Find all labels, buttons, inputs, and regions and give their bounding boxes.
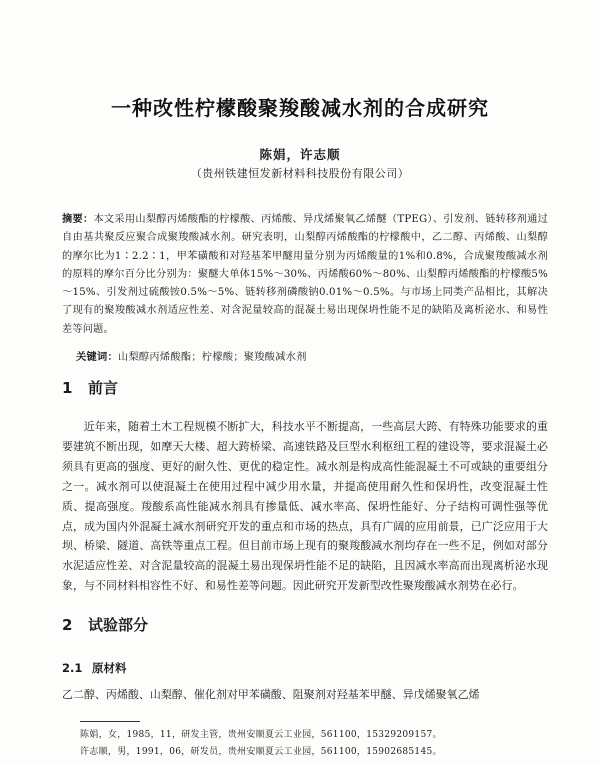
abstract [62,210,548,339]
abstract-text: 本文采用山梨醇丙烯酸酯的柠檬酸、丙烯酸、异戊烯聚氧乙烯醚（TPEG）、引发剂、链转移剂通过自由基共聚反应聚合成聚羧酸减水剂。研究表明，山梨醇丙烯酸酯的柠檬酸中，乙二醇、丙烯酸、山梨醇的摩尔比为1∶2.2∶1，甲苯磺酸和对羟基苯甲醚用量分别为丙烯酸量的1%和0.8%，合成聚羧酸减水剂的原料的摩尔百分比分别为：聚醚大单体15%～30%、丙烯酸60%～80%、山梨醇丙烯酸酯的柠檬酸5%～15%、引发剂过硫酸铵0.5%～5%、链转移剂磷酸钠0.01%～0.5%。与市场上同类产品相比，其解决了现有的聚羧酸减水剂适应性差、对含泥量较高的混凝土易出现保坍性能不足的缺陷及离析泌水、和易性差等问题。 [62,214,548,335]
section-1-paragraph: 近年来，随着土木工程规模不断扩大，科技水平不断提高，一些高层大跨、有特殊功能要求的重要建筑不断出现，如摩天大楼、超大跨桥梁、高速铁路及巨型水利枢纽工程的建设等，要求混凝土必须具有更高的强度、更好的耐久性、更优的稳定性。减水剂是构成高性能混凝土不可或缺的重要组分之一。减水剂可以使混凝土在使用过程中减少用水量，并提高使用耐久性和保坍性，改变混凝土性质、提高强度。羧酸系高性能减水剂具有掺量低、减水率高、保坍性能好、分子结构可调性强等优点，成为国内外混凝土减水剂研究开发的重点和市场的热点，具有广阔的应用前景，已广泛应用于大坝、桥梁、隧道、高铁等重点工程。但目前市场上现有的聚羧酸减水剂均存在一些不足，例如对部分水泥适应性差、对含泥量较高的混凝土易出现保坍性能不足的缺陷，且因减水率高而出现离析泌水现象，与不同材料相容性不好、和易性差等问题。因此研究开发新型改性聚羧酸减水剂势在必行。 [62,420,548,593]
section-2-number: 2 [62,616,73,634]
section-1-heading [62,377,118,398]
abstract-label: 摘要： [62,213,94,225]
section-1-title: 前言 [88,379,119,397]
subsection-2-1-number: 2.1 [62,661,83,675]
paper-title: 一种改性柠檬酸聚羧酸减水剂的合成研究 [111,96,489,120]
paper-affiliation: （贵州铁建恒发新材料科技股份有限公司） [190,167,410,180]
keywords [76,348,546,363]
keywords-text: 山梨醇丙烯酸酯；柠檬酸；聚羧酸减水剂 [117,352,307,363]
footnote-divider [80,721,140,722]
section-2-title: 试验部分 [88,616,149,634]
keywords-label: 关键词： [76,351,118,363]
footnote-author-1: 陈娟，女，1985，11，研发主管，贵州安顺夏云工业园，561100，15329209157。 [80,730,442,740]
subsection-2-1-heading [62,660,127,676]
paper-authors: 陈娟，许志顺 [259,147,341,162]
subsection-2-1-paragraph: 乙二醇、丙烯酸、山梨醇、催化剂对甲苯磺酸、阻聚剂对羟基苯甲醚、异戊烯聚氧乙烯 [62,688,480,701]
subsection-2-1-title: 原材料 [92,661,127,675]
section-2-heading [62,614,148,635]
footnote-author-2: 许志顺，男，1991，06，研发员，贵州安顺夏云工业园，561100，15902685145。 [80,747,442,757]
section-1-number: 1 [62,379,73,397]
